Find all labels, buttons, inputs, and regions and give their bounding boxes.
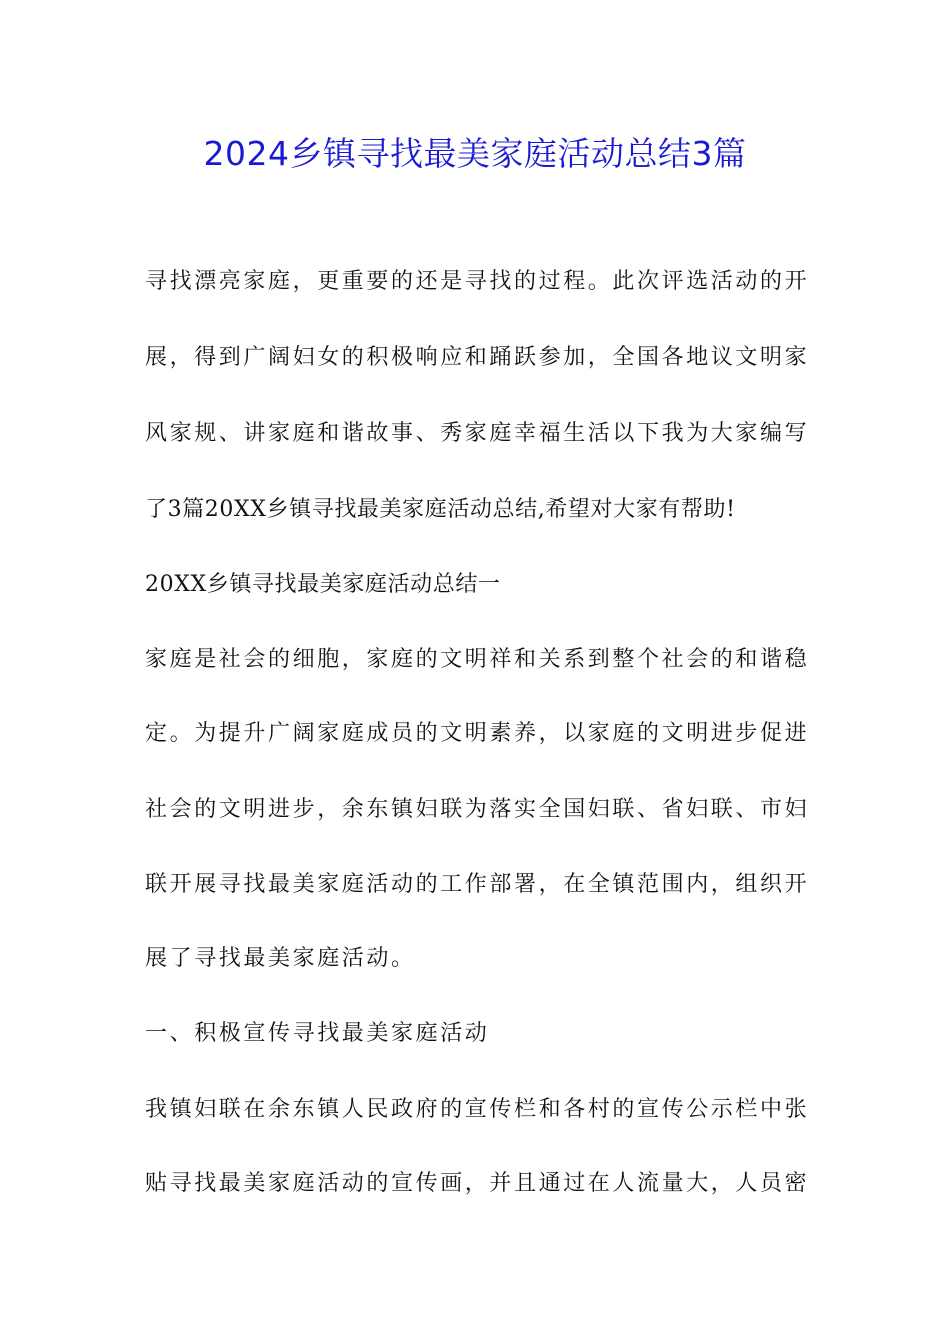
paragraph-line: 联开展寻找最美家庭活动的工作部署，在全镇范围内，组织开 <box>145 872 810 897</box>
paragraph-line: 定。为提升广阔家庭成员的文明素养，以家庭的文明进步促进 <box>145 721 810 746</box>
section-heading: 20XX乡镇寻找最美家庭活动总结一 <box>145 572 501 597</box>
paragraph-line: 展，得到广阔妇女的积极响应和踊跃参加，全国各地议文明家 <box>145 345 810 370</box>
paragraph-line: 了3篇20XX乡镇寻找最美家庭活动总结,希望对大家有帮助! <box>145 497 736 522</box>
paragraph-line: 贴寻找最美家庭活动的宣传画，并且通过在人流量大，人员密 <box>145 1171 810 1196</box>
paragraph-line: 社会的文明进步，余东镇妇联为落实全国妇联、省妇联、市妇 <box>145 797 810 822</box>
paragraph-line: 家庭是社会的细胞，家庭的文明祥和关系到整个社会的和谐稳 <box>145 647 810 672</box>
section-heading: 一、积极宣传寻找最美家庭活动 <box>145 1021 490 1046</box>
paragraph-line: 寻找漂亮家庭，更重要的还是寻找的过程。此次评选活动的开 <box>145 269 810 294</box>
document-title: 2024乡镇寻找最美家庭活动总结3篇 <box>203 134 747 173</box>
paragraph-line: 我镇妇联在余东镇人民政府的宣传栏和各村的宣传公示栏中张 <box>145 1097 810 1122</box>
paragraph-line: 展了寻找最美家庭活动。 <box>145 946 416 971</box>
paragraph-line: 风家规、讲家庭和谐故事、秀家庭幸福生活以下我为大家编写 <box>145 421 810 446</box>
